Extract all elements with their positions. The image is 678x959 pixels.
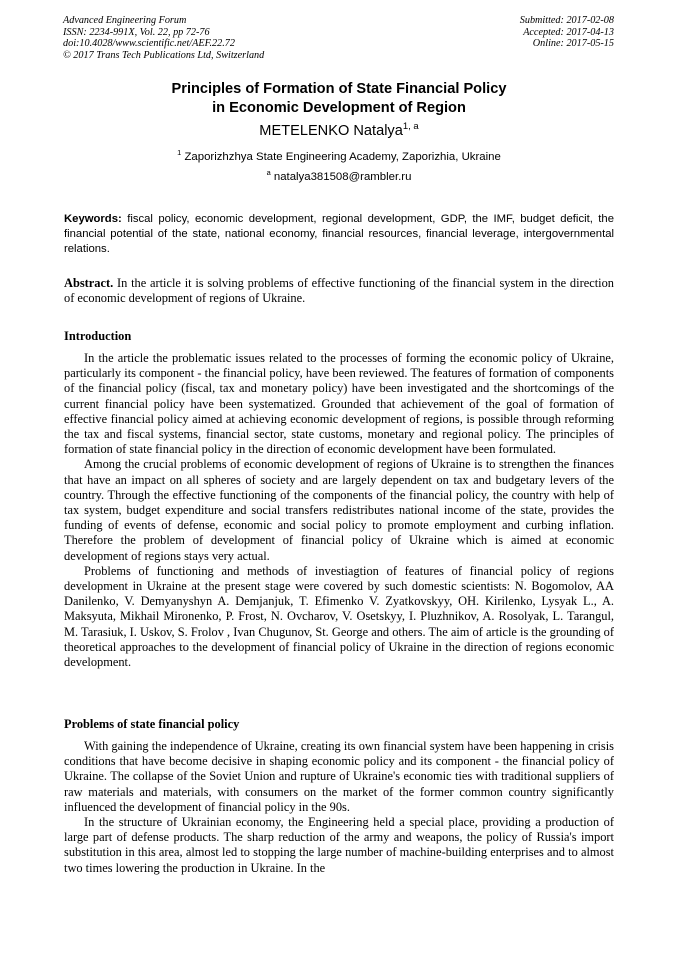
paragraph: In the article the problematic issues related to the processes of forming the economic policy of Ukraine, particularly its component - the financial policy, have been reviewed. The features of formation of components of the financial policy (fiscal, tax and monetary policy) have been investigated and the shortcomings of the current financial policy have been systematized. Grounded that achievement of the goal of formation of effective financial policy aimed at achieving economic development of regions, is possible through reforming the tax and fiscal systems, financial sector, state customs, monetary and regional policy. The principles of formation of state financial policy in the direction of economic development have been formulated. [64, 351, 614, 457]
email-sup: a [266, 168, 271, 178]
paragraph: With gaining the independence of Ukraine, creating its own financial system have been happening in crisis conditions that have become decisive in shaping economic policy and its component - the financial policy of Ukraine. The collapse of the Soviet Union and rupture of Ukraine's economic ties with traditional suppliers of raw materials and materials, with consumers on the market of the former common country significantly influenced the development of financial policy in the 90s. [64, 739, 614, 814]
journal-doi: doi:10.4028/www.scientific.net/AEF.22.72 [63, 38, 235, 50]
author-name: METELENKO Natalya [259, 123, 403, 139]
paper-title [0, 80, 678, 118]
journal-copyright: © 2017 Trans Tech Publications Ltd, Switzerland [63, 49, 265, 61]
date-submitted: Submitted: 2017-02-08 [519, 15, 614, 26]
author-sup: 1, a [402, 121, 419, 133]
paragraph: Among the crucial problems of economic development of regions of Ukraine is to strengthen the finances that have an impact on all spheres of society and are largely dependent on tax and budgetary levers of the country. Through the effective functioning of the components of the financial policy, the country with help of tax system, budget expenditure and social transfers redistributes national income of the state, provides the funding of events of defense, economic and social policy to promote employment and curbing inflation. Therefore the problem of development of financial policy of Ukraine which is aimed at economic development of regions stays very actual. [64, 457, 614, 563]
section-body-problems [64, 739, 614, 876]
email [0, 170, 678, 184]
keywords [64, 212, 614, 257]
email-text: natalya381508@rambler.ru [273, 171, 412, 183]
title-line-1: Principles of Formation of State Financial Policy [171, 81, 507, 97]
keywords-text: fiscal policy, economic development, regional development, GDP, the IMF, budget deficit, the financial potential of the state, national economy, financial resources, financial leverage, intergovernmental relations. [64, 213, 615, 255]
affiliation-text: Zaporizhzhya State Engineering Academy, Zaporizhia, Ukraine [184, 151, 501, 163]
submission-dates [520, 15, 614, 50]
affiliation-sup: 1 [177, 148, 182, 158]
section-body-introduction [64, 351, 614, 670]
journal-issn: ISSN: 2234-991X, Vol. 22, pp 72-76 [63, 26, 210, 38]
abstract [64, 276, 614, 306]
section-heading-problems: Problems of state financial policy [64, 717, 240, 731]
title-line-2: in Economic Development of Region [212, 100, 466, 116]
abstract-label: Abstract. [64, 276, 114, 290]
keywords-label: Keywords: [64, 213, 122, 225]
author [0, 122, 678, 140]
journal-name: Advanced Engineering Forum [63, 15, 187, 26]
paragraph: In the structure of Ukrainian economy, the Engineering held a special place, providing a production of large part of defense products. The sharp reduction of the army and weapons, the policy of Russia's import substitution in this area, almost led to stopping the large number of machine-building enterprises and to almost two times lowering the production in Ukraine. In the [64, 815, 614, 875]
affiliation [0, 150, 678, 164]
abstract-text: In the article it is solving problems of effective functioning of the financial system in the direction of economic development of regions of Ukraine. [64, 276, 614, 306]
journal-info [63, 15, 264, 61]
paragraph: Problems of functioning and methods of investiagtion of features of financial policy of regions development in Ukraine at the present stage were covered by such domestic scientists: N. Bogomolov, AA Danilenko, V. Demyanyshyn A. Demjanjuk, T. Efimenko V. Zyatkovskyy, OH. Kirilenko, Lysyak L., A. Maksyuta, Mikhail Mironenko, P. Frost, N. Ovcharov, V. Osetskyy, I. Pluzhnikov, A. Rosolyak, L. Tarangul, M. Tarasiuk, I. Uskov, S. Frolov , Ivan Chugunov, St. George and others. The aim of article is the grounding of theoretical approaches to the development of financial policy of Ukraine in the direction of regions economic development. [64, 563, 614, 670]
section-heading-introduction: Introduction [64, 329, 132, 343]
date-accepted: Accepted: 2017-04-13 [523, 26, 614, 38]
date-online: Online: 2017-05-15 [532, 38, 614, 50]
